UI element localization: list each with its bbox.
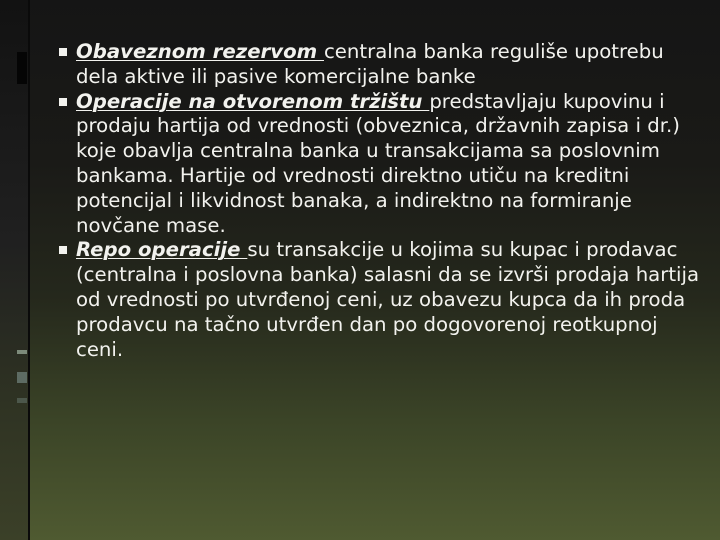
bullet-item bbox=[58, 90, 706, 239]
bullet-text: su transakcije u kojima su kupac i prodavac (centralna i poslovna banka) salasni da se izvrši prodaja hartija od vrednosti po utvrđenoj ceni, uz obavezu kupca da ih proda prodavcu na tačno utvrđen dan po dogovorenoj reotkupnoj ceni. bbox=[76, 238, 700, 361]
bullet-item bbox=[58, 238, 706, 362]
decorative-bar bbox=[17, 372, 27, 383]
bullet-text: predstavljaju kupovinu i prodaju hartija od vrednosti (obveznica, državnih zapisa i dr.) koje obavlja centralna banka u transakcijama sa poslovnim bankama. Hartije od vrednosti direktno utiču na kreditni potencijal i likvidnost banaka, a indirektno na formiranje novčane mase. bbox=[76, 89, 680, 237]
square-bullet-icon bbox=[58, 47, 68, 57]
decorative-block bbox=[17, 52, 27, 84]
decorative-bar bbox=[17, 350, 27, 354]
strip-divider bbox=[28, 0, 30, 540]
square-bullet-icon bbox=[58, 97, 68, 107]
bullet-term: Repo operacije bbox=[76, 238, 248, 262]
square-bullet-icon bbox=[58, 245, 68, 255]
bullet-text: centralna banka reguliše upotrebu dela aktive ili pasive komercijalne banke bbox=[76, 40, 664, 88]
bullet-term: Obaveznom rezervom bbox=[76, 40, 324, 63]
decorative-bar bbox=[17, 398, 27, 403]
bullet-term: Operacije na otvorenom tržištu bbox=[76, 89, 430, 113]
bullet-item bbox=[58, 40, 706, 90]
slide-content bbox=[58, 40, 706, 362]
